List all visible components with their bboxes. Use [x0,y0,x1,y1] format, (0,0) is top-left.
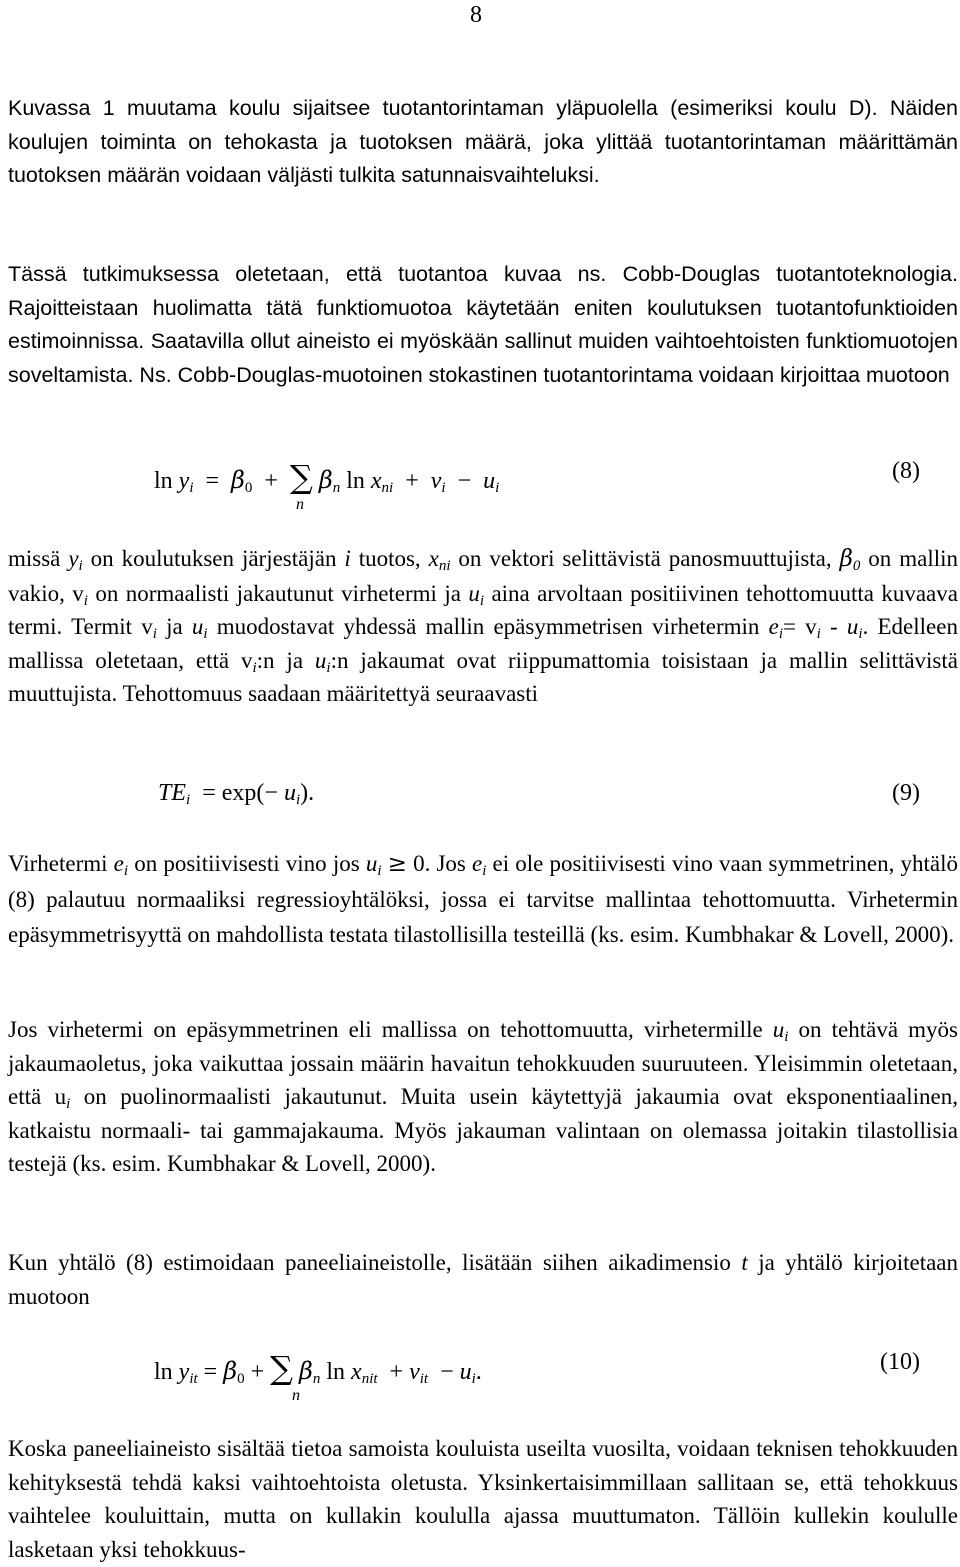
equation-8-formula: $\ln y_i = \beta_0$ + ∑ $\beta_n$ $\ln x_{ni} + v_i - u_i$ [154,458,500,496]
paragraph-1: Kuvassa 1 muutama koulu sijaitsee tuotantorintaman yläpuolella (esimeriksi koulu D). Näiden koulujen toiminta on tehokasta ja tuotoksen määrä, joka ylittää tuotantorintaman määrittämän tuotoksen määrän voidaan väljästi tulkita satunnaisvaihteluksi. [8,96,958,187]
equation-8-number: (8) [892,458,920,484]
equation-10-number: (10) [880,1349,920,1375]
sum-symbol: ∑ [289,458,313,496]
sum-symbol: ∑ [270,1349,293,1387]
paragraph-5: Jos virhetermi on epäsymmetrinen eli mallissa on tehottomuutta, virhetermille $u_i$ on tehtävä myös jakaumaoletus, joka vaikuttaa jossain määrin havaitun tehokkuuden suuruuteen. Yleisimmin oletetaan, että $u_i$ on puolinormaalisti jakautunut. Muita usein käytettyjä jakaumia ovat eksponentiaalinen, katkaistu normaali- tai gammajakauma. Myös jakauman valintaan on olemassa joitakin tilastollisia testejä (ks. esim. Kumbhakar & Lovell, 2000). [8,1017,959,1176]
paragraph-3: missä $y_i$ on koulutuksen järjestäjän i tuotos, $x_{ni}$ on vektori selittävistä panosmuuttujista, $\beta_0$ on mallin vakio, $v_i$ on normaalisti jakautunut virhetermi ja $u_i$ aina arvoltaan positiivinen tehottomuutta kuvaava termi. Termit $v_i$ ja $u_i$ muodostavat yhdessä mallin epäsymmetrisen virhetermin $e_i= v_i - u_i$. Edelleen mallissa oletetaan, että $v_i:n$ ja $u_i:n$ jakaumat ovat riippumattomia toisistaan ja mallin selittävistä muuttujista. Tehottomuus saadaan määritettyä seuraavasti [8,546,958,706]
equation-9 [0,780,960,820]
paragraph-7: Koska paneeliaineisto sisältää tietoa samoista kouluista useilta vuosilta, voidaan teknisen tehokkuuden kehityksestä tehdä kaksi vaihtoehtoista oletusta. Yksinkertaisimmillaan sallitaan se, että tehokkuus vaihtelee kouluittain, mutta on kullakin koululla ajassa muuttumaton. Tällöin kullekin koululle lasketaan yksi tehokkuus- [8,1436,958,1562]
equation-9-number: (9) [892,780,920,806]
equation-10-formula: $\ln y_{it} = \beta_0$ + ∑ $\beta_n$ $\ln x_{nit} + v_{it} - u_i$. [154,1349,482,1387]
equation-10 [0,1349,960,1409]
equation-9-formula: $TE_i = \exp(- u_i)$. [158,780,315,808]
paragraph-6: Kun yhtälö (8) estimoidaan paneeliaineistolle, lisätään siihen aikadimensio t ja yhtälö kirjoitetaan muotoon [8,1250,958,1309]
paragraph-2: Tässä tutkimuksessa oletetaan, että tuotantoa kuvaa ns. Cobb-Douglas tuotantoteknologia. Rajoitteistaan huolimatta tätä funktiomuotoa käytetään eniten koulutuksen tuotantofunktioiden estimoinnissa. Saatavilla ollut aineisto ei myöskään sallinut muiden vaihtoehtoisten funktiomuotojen soveltamista. Ns. Cobb-Douglas-muotoinen stokastinen tuotantorintama voidaan kirjoittaa muotoon [8,262,958,387]
sum-index: n [296,496,304,513]
page-number: 8 [470,2,482,28]
equation-8 [0,458,960,518]
paragraph-4: Virhetermi $e_i$ on positiivisesti vino jos $u_i \ge 0$. Jos $e_i$ ei ole positiivisesti vino vaan symmetrinen, yhtälö (8) palautuu normaaliksi regressioyhtälöksi, jossa ei tarvitse mallintaa tehottomuutta. Virhetermin epäsymmetrisyyttä on mahdollista testata tilastollisilla testeillä (ks. esim. Kumbhakar & Lovell, 2000). [8,851,959,947]
sum-index: n [292,1387,300,1404]
